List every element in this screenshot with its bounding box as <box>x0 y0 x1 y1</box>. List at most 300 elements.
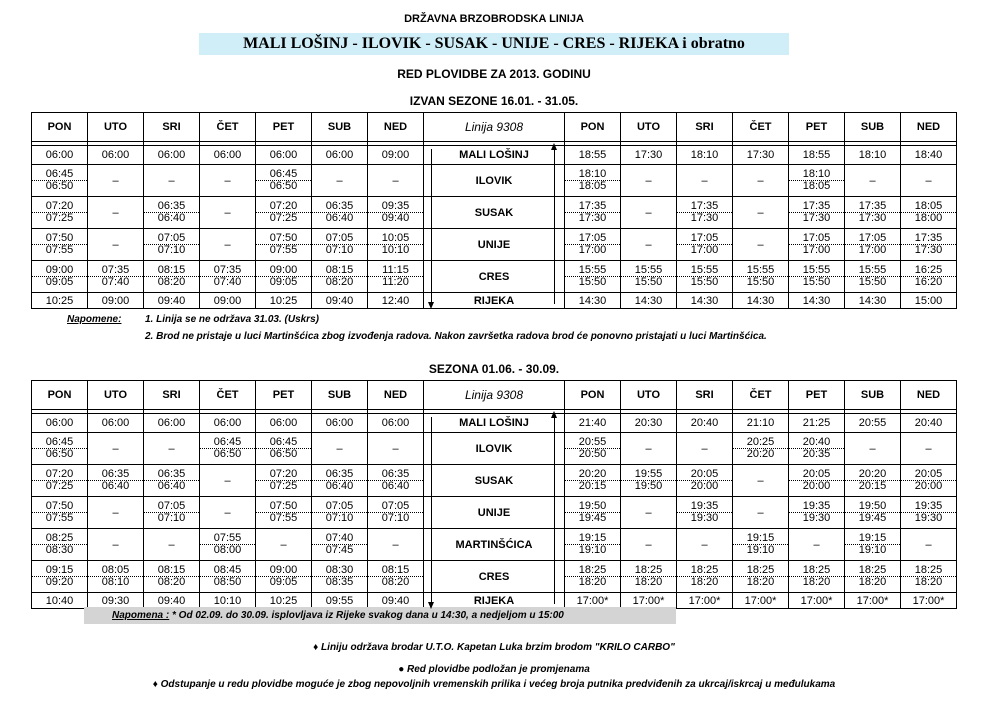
departure-time: 20:20 <box>746 448 775 460</box>
departure-time: 06:40 <box>157 212 186 224</box>
arrival-time: 17:35 <box>565 201 620 213</box>
schedule-title: RED PLOVIDBE ZA 2013. GODINU <box>397 67 591 81</box>
departure-time: 15:50 <box>746 276 775 288</box>
time-cell: 17:00* <box>677 593 733 609</box>
departure-time: 07:45 <box>325 544 354 556</box>
time-cell-arr-dep <box>621 261 677 293</box>
departure-time: 18:20 <box>690 576 719 588</box>
arrival-time: 18:10 <box>789 169 844 181</box>
arrival-time: 08:15 <box>368 565 423 577</box>
time-cell: – <box>621 165 677 197</box>
arrival-time: 18:25 <box>733 565 788 577</box>
day-header-return: SUB <box>845 113 901 142</box>
time-cell: – <box>144 433 200 465</box>
departure-time: 15:50 <box>858 276 887 288</box>
time-cell: – <box>621 197 677 229</box>
arrival-time: 06:35 <box>144 201 199 213</box>
arrival-time: 18:25 <box>901 565 956 577</box>
port-name: SUSAK <box>424 465 565 497</box>
time-cell-arr-dep <box>256 497 312 529</box>
time-cell-arr-dep <box>845 465 901 497</box>
day-header-return: PET <box>789 381 845 410</box>
departure-time: 17:30 <box>578 212 607 224</box>
arrival-time: 17:35 <box>789 201 844 213</box>
arrival-time: 17:05 <box>789 233 844 245</box>
time-cell: 09:40 <box>144 593 200 609</box>
season-note-box <box>84 607 676 624</box>
time-cell: 14:30 <box>677 293 733 309</box>
time-cell: – <box>733 197 789 229</box>
port-name: MALI LOŠINJ <box>424 146 565 165</box>
departure-time: 15:50 <box>578 276 607 288</box>
time-cell-arr-dep <box>789 197 845 229</box>
time-cell-arr-dep <box>677 197 733 229</box>
time-cell: 21:10 <box>733 414 789 433</box>
off-season-note-2: 2. Brod ne pristaje u luci Martinšćica zbog izvođenja radova. Nakon završetka radova brod će ponovno pristajati u luci Martinšćica. <box>145 331 767 342</box>
arrival-time: 19:15 <box>565 533 620 545</box>
time-cell-arr-dep <box>368 561 424 593</box>
arrival-time: 15:55 <box>621 265 676 277</box>
departure-time: 20:15 <box>858 480 887 492</box>
time-cell-arr-dep <box>565 529 621 561</box>
time-cell-arr-dep <box>312 465 368 497</box>
departure-time: 19:10 <box>578 544 607 556</box>
departure-time: 08:10 <box>101 576 130 588</box>
departure-time: 07:25 <box>269 480 298 492</box>
arrival-time: 06:35 <box>312 201 367 213</box>
time-cell: – <box>733 165 789 197</box>
arrival-time: 07:35 <box>88 265 143 277</box>
arrival-time: 17:05 <box>565 233 620 245</box>
arrival-time: 09:00 <box>256 265 311 277</box>
arrival-time: 18:05 <box>901 201 956 213</box>
departure-time: 20:00 <box>914 480 943 492</box>
departure-time: 07:25 <box>269 212 298 224</box>
table-row <box>32 561 957 593</box>
table-row <box>32 261 957 293</box>
line-number: Linija 9308 <box>424 113 565 142</box>
time-cell: – <box>312 165 368 197</box>
time-cell: 09:40 <box>312 293 368 309</box>
arrival-time: 07:20 <box>256 469 311 481</box>
time-cell: 06:00 <box>200 146 256 165</box>
time-cell: 06:00 <box>200 414 256 433</box>
departure-time: 07:55 <box>45 244 74 256</box>
time-cell: 09:00 <box>368 146 424 165</box>
time-cell: 18:40 <box>901 146 957 165</box>
time-cell-arr-dep <box>677 261 733 293</box>
time-cell-arr-dep <box>621 561 677 593</box>
day-header-return: SUB <box>845 381 901 410</box>
arrival-time: 19:35 <box>901 501 956 513</box>
time-cell: 17:30 <box>733 146 789 165</box>
down-arrow-icon <box>428 602 434 609</box>
time-cell: – <box>789 529 845 561</box>
time-cell-arr-dep <box>901 561 957 593</box>
departure-time: 06:50 <box>45 448 74 460</box>
arrival-time: 07:50 <box>32 501 87 513</box>
time-cell: – <box>200 497 256 529</box>
time-cell-arr-dep <box>368 465 424 497</box>
time-cell: – <box>368 433 424 465</box>
time-cell: 10:25 <box>256 293 312 309</box>
time-cell-arr-dep <box>901 197 957 229</box>
departure-time: 06:40 <box>101 480 130 492</box>
time-cell: – <box>88 229 144 261</box>
time-cell-arr-dep <box>312 197 368 229</box>
arrival-time: 07:50 <box>256 233 311 245</box>
time-cell: 17:00* <box>789 593 845 609</box>
time-cell-arr-dep <box>32 261 88 293</box>
time-cell: 12:40 <box>368 293 424 309</box>
time-cell: 10:25 <box>32 293 88 309</box>
operator-title: DRŽAVNA BRZOBRODSKA LINIJA <box>404 13 584 25</box>
time-cell-arr-dep <box>32 229 88 261</box>
day-header-return: ČET <box>733 381 789 410</box>
time-cell: 09:55 <box>312 593 368 609</box>
departure-time: 06:50 <box>269 180 298 192</box>
time-cell: – <box>200 229 256 261</box>
time-cell-arr-dep <box>789 465 845 497</box>
time-cell: 14:30 <box>845 293 901 309</box>
table-row <box>32 529 957 561</box>
footer-disclaimer: ♦ Odstupanje u redu plovidbe moguće je zbog nepovoljnih vremenskih prilika i većeg broja putnika predviđenih za ukrcaj/iskrcaj u međulukama <box>152 679 836 690</box>
time-cell: 06:00 <box>312 146 368 165</box>
day-header-return: UTO <box>621 113 677 142</box>
arrival-time: 20:55 <box>565 437 620 449</box>
time-cell-arr-dep <box>256 261 312 293</box>
return-direction-line <box>554 149 555 304</box>
time-cell: – <box>901 433 957 465</box>
departure-time: 08:35 <box>325 576 354 588</box>
time-cell: 10:40 <box>32 593 88 609</box>
time-cell: 06:00 <box>256 146 312 165</box>
table-row <box>32 165 957 197</box>
arrival-time: 19:55 <box>621 469 676 481</box>
time-cell-arr-dep <box>312 497 368 529</box>
time-cell-arr-dep <box>677 561 733 593</box>
time-cell-arr-dep <box>845 497 901 529</box>
time-cell-arr-dep <box>32 165 88 197</box>
arrival-time: 09:00 <box>32 265 87 277</box>
departure-time: 11:20 <box>382 276 409 288</box>
time-cell: – <box>88 165 144 197</box>
departure-time: 20:15 <box>578 480 607 492</box>
day-header-outbound: SRI <box>144 113 200 142</box>
departure-time: 06:50 <box>269 448 298 460</box>
arrival-time: 06:45 <box>256 169 311 181</box>
arrival-time: 06:35 <box>88 469 143 481</box>
departure-time: 08:00 <box>213 544 242 556</box>
arrival-time: 07:35 <box>200 265 255 277</box>
day-header-return: NED <box>901 113 957 142</box>
arrival-time: 18:25 <box>565 565 620 577</box>
arrival-time: 09:00 <box>256 565 311 577</box>
departure-time: 15:50 <box>634 276 663 288</box>
time-cell: – <box>621 497 677 529</box>
time-cell: – <box>677 433 733 465</box>
time-cell-arr-dep <box>368 197 424 229</box>
season-notes-label: Napomena : <box>112 610 170 621</box>
day-header-outbound: PON <box>32 113 88 142</box>
time-cell-arr-dep <box>312 529 368 561</box>
time-cell-arr-dep <box>256 229 312 261</box>
departure-time: 07:55 <box>45 512 74 524</box>
arrival-time: 07:55 <box>200 533 255 545</box>
port-name: CRES <box>424 261 565 293</box>
arrival-time: 07:20 <box>256 201 311 213</box>
departure-time: 06:40 <box>325 212 354 224</box>
time-cell: – <box>733 497 789 529</box>
day-header-outbound: ČET <box>200 113 256 142</box>
port-name: CRES <box>424 561 565 593</box>
day-header-outbound: NED <box>368 381 424 410</box>
arrival-time: 20:25 <box>733 437 788 449</box>
departure-time: 19:50 <box>634 480 663 492</box>
time-cell-arr-dep <box>677 465 733 497</box>
departure-time: 10:10 <box>381 244 410 256</box>
time-cell-arr-dep <box>200 261 256 293</box>
time-cell-arr-dep <box>901 261 957 293</box>
outbound-direction-line <box>431 417 432 604</box>
time-cell: 21:40 <box>565 414 621 433</box>
time-cell-arr-dep <box>565 197 621 229</box>
arrival-time: 17:05 <box>677 233 732 245</box>
arrival-time: 10:05 <box>368 233 423 245</box>
time-cell-arr-dep <box>32 497 88 529</box>
port-name: MALI LOŠINJ <box>424 414 565 433</box>
time-cell: 14:30 <box>621 293 677 309</box>
time-cell: 17:30 <box>621 146 677 165</box>
port-name: RIJEKA <box>424 293 565 309</box>
time-cell: – <box>901 165 957 197</box>
time-cell: 21:25 <box>789 414 845 433</box>
arrival-time: 07:40 <box>312 533 367 545</box>
time-cell-arr-dep <box>144 497 200 529</box>
departure-time: 09:05 <box>269 276 298 288</box>
off-season-title: IZVAN SEZONE 16.01. - 31.05. <box>409 94 579 108</box>
time-cell: – <box>733 229 789 261</box>
time-cell: – <box>312 433 368 465</box>
day-header-return: PON <box>565 113 621 142</box>
time-cell-arr-dep <box>32 197 88 229</box>
time-cell: 06:00 <box>88 414 144 433</box>
departure-time: 19:45 <box>858 512 887 524</box>
time-cell-arr-dep <box>621 465 677 497</box>
departure-time: 18:20 <box>858 576 887 588</box>
time-cell-arr-dep <box>565 465 621 497</box>
time-cell: – <box>88 197 144 229</box>
time-cell: – <box>368 529 424 561</box>
time-cell: – <box>200 165 256 197</box>
arrival-time: 08:05 <box>88 565 143 577</box>
time-cell: 06:00 <box>144 146 200 165</box>
time-cell-arr-dep <box>144 561 200 593</box>
arrival-time: 18:25 <box>621 565 676 577</box>
time-cell-arr-dep <box>144 465 200 497</box>
departure-time: 20:50 <box>578 448 607 460</box>
departure-time: 20:00 <box>690 480 719 492</box>
port-name: UNIJE <box>424 229 565 261</box>
arrival-time: 06:35 <box>144 469 199 481</box>
time-cell-arr-dep <box>733 261 789 293</box>
time-cell: – <box>845 433 901 465</box>
departure-time: 06:40 <box>325 480 354 492</box>
time-cell: 06:00 <box>32 414 88 433</box>
time-cell-arr-dep <box>312 229 368 261</box>
time-cell: – <box>621 529 677 561</box>
route-banner: MALI LOŠINJ - ILOVIK - SUSAK - UNIJE - CRES - RIJEKA i obratno <box>199 33 789 55</box>
table-row <box>32 293 957 309</box>
arrival-time: 20:20 <box>845 469 900 481</box>
time-cell: 06:00 <box>256 414 312 433</box>
table-row <box>32 465 957 497</box>
departure-time: 08:20 <box>157 276 186 288</box>
day-header-return: PET <box>789 113 845 142</box>
arrival-time: 18:25 <box>677 565 732 577</box>
departure-time: 18:20 <box>914 576 943 588</box>
day-header-outbound: PET <box>256 381 312 410</box>
arrival-time: 15:55 <box>733 265 788 277</box>
time-cell: – <box>88 433 144 465</box>
table-header-row <box>32 381 957 410</box>
arrival-time: 17:35 <box>845 201 900 213</box>
time-cell-arr-dep <box>789 497 845 529</box>
departure-time: 08:30 <box>45 544 74 556</box>
time-cell: 10:25 <box>256 593 312 609</box>
day-header-return: PON <box>565 381 621 410</box>
table-row <box>32 497 957 529</box>
time-cell: 14:30 <box>565 293 621 309</box>
arrival-time: 19:15 <box>733 533 788 545</box>
season-timetable <box>31 380 957 609</box>
up-arrow-icon <box>551 411 557 418</box>
time-cell-arr-dep <box>144 261 200 293</box>
time-cell: 06:00 <box>88 146 144 165</box>
time-cell: 20:40 <box>901 414 957 433</box>
time-cell-arr-dep <box>733 561 789 593</box>
time-cell-arr-dep <box>200 433 256 465</box>
arrival-time: 08:15 <box>312 265 367 277</box>
time-cell: – <box>901 529 957 561</box>
time-cell: 09:40 <box>144 293 200 309</box>
departure-time: 15:50 <box>802 276 831 288</box>
day-header-return: NED <box>901 381 957 410</box>
time-cell: 18:55 <box>789 146 845 165</box>
arrival-time: 20:05 <box>677 469 732 481</box>
time-cell-arr-dep <box>256 197 312 229</box>
arrival-time: 06:45 <box>200 437 255 449</box>
departure-time: 06:40 <box>381 480 410 492</box>
time-cell-arr-dep <box>144 197 200 229</box>
departure-time: 19:45 <box>578 512 607 524</box>
departure-time: 19:10 <box>746 544 775 556</box>
time-cell: 20:40 <box>677 414 733 433</box>
time-cell: 06:00 <box>368 414 424 433</box>
up-arrow-icon <box>551 143 557 150</box>
time-cell: – <box>88 529 144 561</box>
day-header-outbound: ČET <box>200 381 256 410</box>
day-header-outbound: PET <box>256 113 312 142</box>
departure-time: 17:00 <box>578 244 607 256</box>
time-cell: 09:40 <box>368 593 424 609</box>
departure-time: 07:25 <box>45 480 74 492</box>
time-cell-arr-dep <box>901 229 957 261</box>
time-cell-arr-dep <box>901 465 957 497</box>
time-cell: 17:00* <box>621 593 677 609</box>
time-cell: 20:55 <box>845 414 901 433</box>
time-cell: – <box>368 165 424 197</box>
time-cell-arr-dep <box>565 561 621 593</box>
arrival-time: 16:25 <box>901 265 956 277</box>
time-cell-arr-dep <box>32 433 88 465</box>
port-name: RIJEKA <box>424 593 565 609</box>
day-header-outbound: NED <box>368 113 424 142</box>
time-cell-arr-dep <box>256 465 312 497</box>
time-cell-arr-dep <box>144 229 200 261</box>
departure-time: 07:40 <box>213 276 242 288</box>
arrival-time: 07:05 <box>368 501 423 513</box>
arrival-time: 19:50 <box>845 501 900 513</box>
time-cell-arr-dep <box>677 229 733 261</box>
arrival-time: 11:15 <box>368 265 423 277</box>
time-cell-arr-dep <box>845 197 901 229</box>
departure-time: 17:30 <box>914 244 943 256</box>
departure-time: 17:30 <box>858 212 887 224</box>
time-cell-arr-dep <box>200 561 256 593</box>
arrival-time: 08:45 <box>200 565 255 577</box>
arrival-time: 07:50 <box>32 233 87 245</box>
port-name: ILOVIK <box>424 433 565 465</box>
time-cell: – <box>621 229 677 261</box>
departure-time: 19:30 <box>914 512 943 524</box>
time-cell: 06:00 <box>32 146 88 165</box>
time-cell: 09:30 <box>88 593 144 609</box>
day-header-return: SRI <box>677 113 733 142</box>
port-name: ILOVIK <box>424 165 565 197</box>
arrival-time: 17:05 <box>845 233 900 245</box>
time-cell-arr-dep <box>901 497 957 529</box>
time-cell-arr-dep <box>368 497 424 529</box>
time-cell-arr-dep <box>565 229 621 261</box>
departure-time: 07:55 <box>269 512 298 524</box>
day-header-return: SRI <box>677 381 733 410</box>
time-cell: 18:55 <box>565 146 621 165</box>
departure-time: 17:30 <box>802 212 831 224</box>
return-direction-line <box>554 417 555 604</box>
arrival-time: 07:05 <box>144 233 199 245</box>
departure-time: 08:20 <box>325 276 354 288</box>
time-cell-arr-dep <box>368 261 424 293</box>
table-row <box>32 146 957 165</box>
table-row <box>32 197 957 229</box>
table-row <box>32 229 957 261</box>
departure-time: 07:55 <box>269 244 298 256</box>
departure-time: 08:20 <box>381 576 410 588</box>
departure-time: 09:40 <box>381 212 410 224</box>
departure-time: 09:05 <box>269 576 298 588</box>
departure-time: 19:10 <box>858 544 887 556</box>
departure-time: 18:00 <box>914 212 943 224</box>
arrival-time: 15:55 <box>565 265 620 277</box>
time-cell-arr-dep <box>845 229 901 261</box>
season-note: * Od 02.09. do 30.09. isplovljava iz Rijeke svakog dana u 14:30, a nedjeljom u 15:00 <box>169 610 564 621</box>
time-cell-arr-dep <box>789 165 845 197</box>
arrival-time: 20:05 <box>901 469 956 481</box>
time-cell: – <box>256 529 312 561</box>
arrival-time: 18:10 <box>565 169 620 181</box>
arrival-time: 08:15 <box>144 265 199 277</box>
